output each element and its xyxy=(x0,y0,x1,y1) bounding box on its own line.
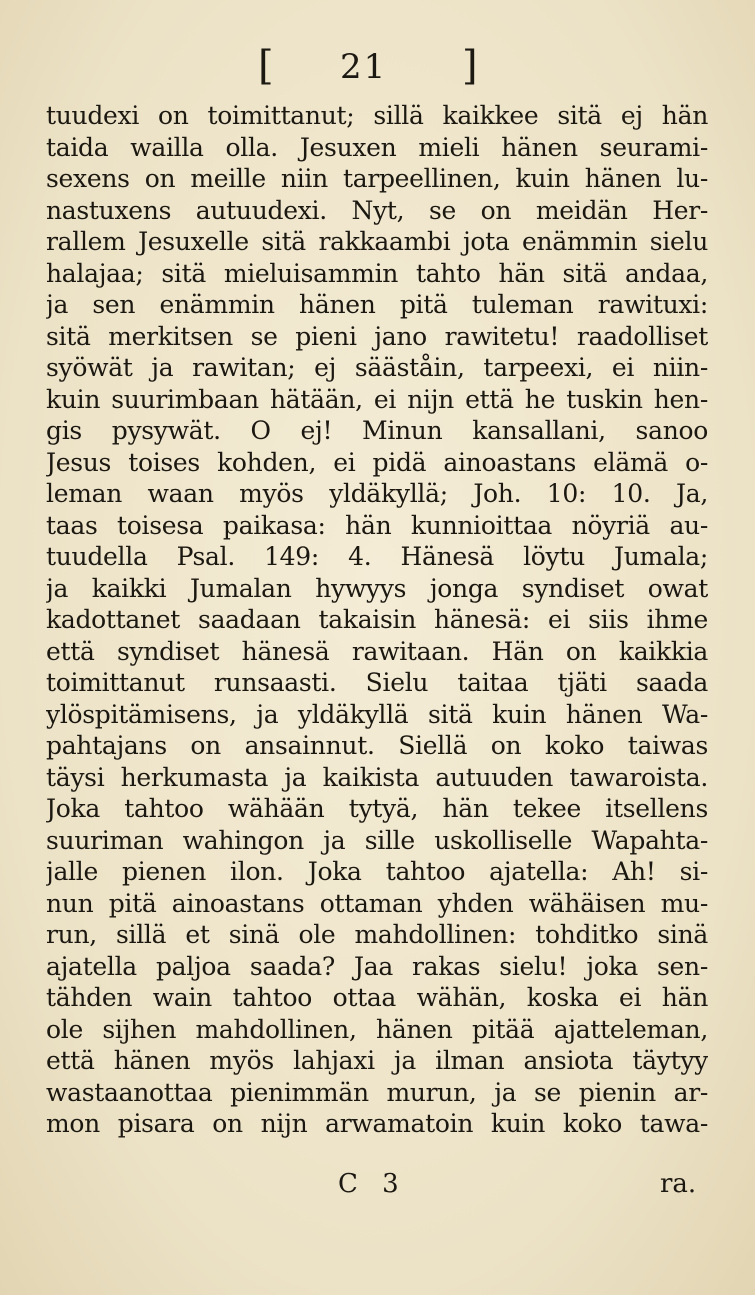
text-line: leman waan myös yldäkyllä; Joh. 10: 10. Ja, xyxy=(46,479,708,508)
catchword: ra. xyxy=(660,1169,697,1199)
text-line: ja kaikki Jumalan hywyys jonga syndiset owat xyxy=(46,573,708,603)
text-line: sitä merkitsen se pieni jano rawitetu! raadolliset xyxy=(46,321,708,351)
text-line: wastaanottaa pienimmän murun, ja se pienin ar- xyxy=(46,1077,708,1107)
text-line: rallem Jesuxelle sitä rakkaambi jota enämmin sielu xyxy=(46,227,708,256)
text-line: jalle pienen ilon. Joka tahtoo ajatella: Ah! si- xyxy=(46,857,708,886)
text-line: nun pitä ainoastans ottaman yhden wähäisen mu- xyxy=(46,888,708,918)
text-line: että syndiset hänesä rawitaan. Hän on kaikkia xyxy=(46,636,708,666)
text-line: ylöspitämisens, ja yldäkyllä sitä kuin hänen Wa- xyxy=(46,699,708,729)
text-line: nastuxens autuudexi. Nyt, se on meidän Her- xyxy=(46,195,708,225)
text-line: pahtajans on ansainnut. Siellä on koko taiwas xyxy=(46,731,708,760)
header-bracket-right: ] xyxy=(462,43,478,89)
text-line: toimittanut runsaasti. Sielu taitaa tjäti saada xyxy=(46,668,708,697)
text-line: suuriman wahingon ja sille uskolliselle Wapahta- xyxy=(46,825,708,855)
page-number: 21 xyxy=(340,47,388,87)
text-line: Jesus toises kohden, ei pidä ainoastans elämä o- xyxy=(46,447,708,477)
page-footer xyxy=(0,1166,755,1206)
signature-mark: C 3 xyxy=(338,1169,407,1199)
text-line: halajaa; sitä mieluisammin tahto hän sitä andaa, xyxy=(46,258,708,288)
text-line: ole sijhen mahdollinen, hänen pitää ajatteleman, xyxy=(46,1014,708,1044)
text-line: Joka tahtoo wähään tytyä, hän tekee itsellens xyxy=(46,794,708,823)
text-line: syöwät ja rawitan; ej sääståin, tarpeexi, ei niin- xyxy=(46,353,708,382)
text-line: kuin suurimbaan hätään, ei nijn että he tuskin hen- xyxy=(46,384,708,414)
text-line: ja sen enämmin hänen pitä tuleman rawituxi: xyxy=(46,290,708,319)
text-line: kadottanet saadaan takaisin hänesä: ei siis ihme xyxy=(46,605,708,634)
text-line: tuudexi on toimittanut; sillä kaikkee sitä ej hän xyxy=(46,101,708,130)
header-bracket-left: [ xyxy=(258,43,274,89)
text-line: mon pisara on nijn arwamatoin kuin koko tawa- xyxy=(46,1109,708,1138)
text-line: gis pysywät. O ej! Minun kansallani, sanoo xyxy=(46,416,708,445)
page-header xyxy=(0,40,755,90)
text-line: ajatella paljoa saada? Jaa rakas sielu! joka sen- xyxy=(46,951,708,981)
text-line: tähden wain tahtoo ottaa wähän, koska ei hän xyxy=(46,983,708,1012)
text-line: run, sillä et sinä ole mahdollinen: tohditko sinä xyxy=(46,920,708,949)
text-line: sexens on meille niin tarpeellinen, kuin hänen lu- xyxy=(46,164,708,193)
text-line: tuudella Psal. 149: 4. Hänesä löytu Jumala; xyxy=(46,542,708,571)
text-line: että hänen myös lahjaxi ja ilman ansiota täytyy xyxy=(46,1046,708,1075)
text-line: taas toisesa paikasa: hän kunnioittaa nöyriä au- xyxy=(46,510,708,540)
text-line: täysi herkumasta ja kaikista autuuden tawaroista. xyxy=(46,762,708,792)
text-line: taida wailla olla. Jesuxen mieli hänen seurami- xyxy=(46,132,708,162)
body-text xyxy=(46,100,708,1140)
